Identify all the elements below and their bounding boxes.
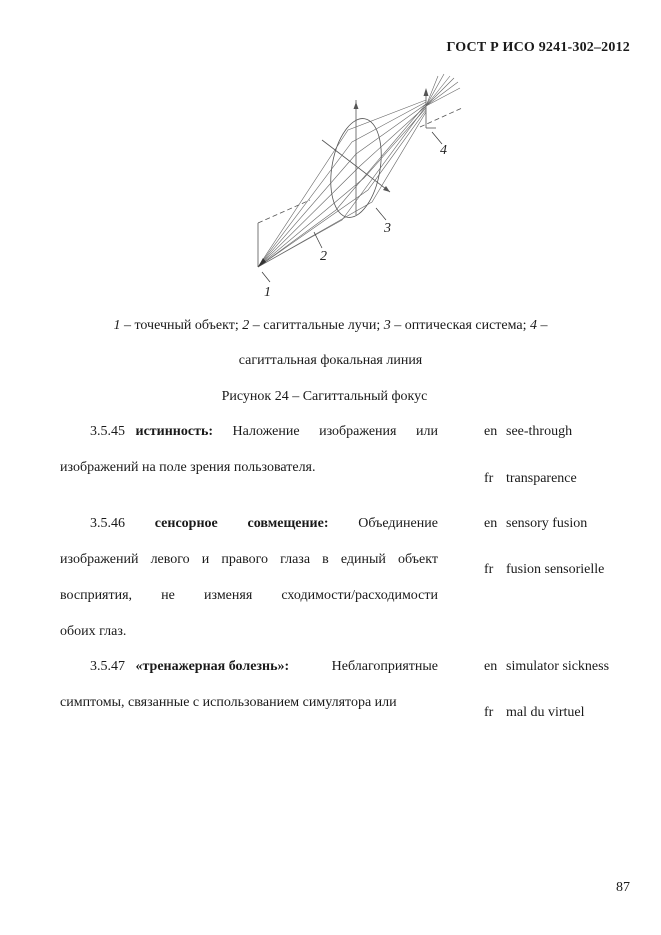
entry-text-word: левого xyxy=(150,552,190,567)
entry-text-word: в xyxy=(322,552,329,567)
figure-legend xyxy=(0,318,661,334)
lang-term: mal du virtuel xyxy=(506,705,585,720)
lang-term: fusion sensorielle xyxy=(506,562,605,577)
lang-en-3-5-46 xyxy=(484,516,587,532)
legend-num-2: 2 xyxy=(242,318,250,333)
lang-code: fr xyxy=(484,471,494,486)
figure-label-4: 4 xyxy=(440,143,447,158)
entry-text-line xyxy=(60,552,438,568)
entry-term: сенсорное xyxy=(154,516,218,531)
figure-label-2: 2 xyxy=(320,249,327,264)
entry-text-word: Наложение xyxy=(232,424,300,439)
entry-text-word: изменяя xyxy=(204,588,253,603)
entry-term: совмещение: xyxy=(247,516,329,531)
sagittal-rays xyxy=(258,74,460,267)
figure-legend-continued: сагиттальная фокальная линия xyxy=(238,353,423,368)
lang-en-3-5-47 xyxy=(484,659,609,675)
axis-left xyxy=(258,200,310,223)
entry-text-word: восприятия, xyxy=(60,588,133,603)
entry-text-line: симптомы, связанные с использованием симулятора или xyxy=(60,695,397,710)
legend-text-3: – оптическая система; xyxy=(390,318,531,333)
lang-term: see-through xyxy=(506,424,573,439)
entry-text-word: объект xyxy=(398,552,438,567)
lang-term: sensory fusion xyxy=(506,516,588,531)
entry-number: 3.5.47 xyxy=(90,659,125,674)
entry-text-line xyxy=(60,588,438,604)
legend-num-3: 3 xyxy=(383,318,391,333)
lang-code: en xyxy=(484,424,498,439)
entry-text-word: или xyxy=(416,424,438,439)
lang-fr-3-5-45 xyxy=(484,471,577,487)
entry-text-word: единый xyxy=(340,552,386,567)
entry-text-word: правого xyxy=(221,552,268,567)
legend-text-4: – xyxy=(537,318,548,333)
entry-text-word: Объединение xyxy=(358,516,438,531)
figure-label-3: 3 xyxy=(384,221,391,236)
lang-fr-3-5-46 xyxy=(484,562,604,578)
entry-text-word: не xyxy=(161,588,175,603)
entry-text-line: обоих глаз. xyxy=(60,624,127,639)
sagittal-focus-diagram xyxy=(240,70,470,300)
entry-text-word: глаза xyxy=(280,552,311,567)
legend-text-1: – точечный объект; xyxy=(120,318,243,333)
legend-num-4: 4 xyxy=(530,318,538,333)
figure-label-1: 1 xyxy=(264,285,271,300)
lang-term: simulator sickness xyxy=(506,659,610,674)
entry-text-word: изображения xyxy=(319,424,397,439)
entry-text-word: изображений xyxy=(60,552,139,567)
lang-fr-3-5-47 xyxy=(484,705,585,721)
legend-text-2: – сагиттальные лучи; xyxy=(249,318,384,333)
lang-term: transparence xyxy=(506,471,577,486)
figure-title: Рисунок 24 – Сагиттальный фокус xyxy=(221,389,428,404)
lang-en-3-5-45 xyxy=(484,424,572,440)
entry-term: «тренажерная болезнь»: xyxy=(135,659,290,674)
lang-code: en xyxy=(484,516,498,531)
legend-num-1: 1 xyxy=(113,318,121,333)
entry-number: 3.5.45 xyxy=(90,424,125,439)
entry-text-word: сходимости/расходимости xyxy=(281,588,438,603)
entry-text-word: Неблагоприятные xyxy=(331,659,438,674)
entry-term: истинность: xyxy=(135,424,214,439)
entry-text-line: изображений на поле зрения пользователя. xyxy=(60,460,316,475)
page-number: 87 xyxy=(616,880,630,895)
entry-text-word: и xyxy=(201,552,210,567)
lang-code: fr xyxy=(484,705,494,720)
lang-code: fr xyxy=(484,562,494,577)
standard-header: ГОСТ Р ИСО 9241-302–2012 xyxy=(446,40,630,55)
entry-number: 3.5.46 xyxy=(90,516,125,531)
lang-code: en xyxy=(484,659,498,674)
